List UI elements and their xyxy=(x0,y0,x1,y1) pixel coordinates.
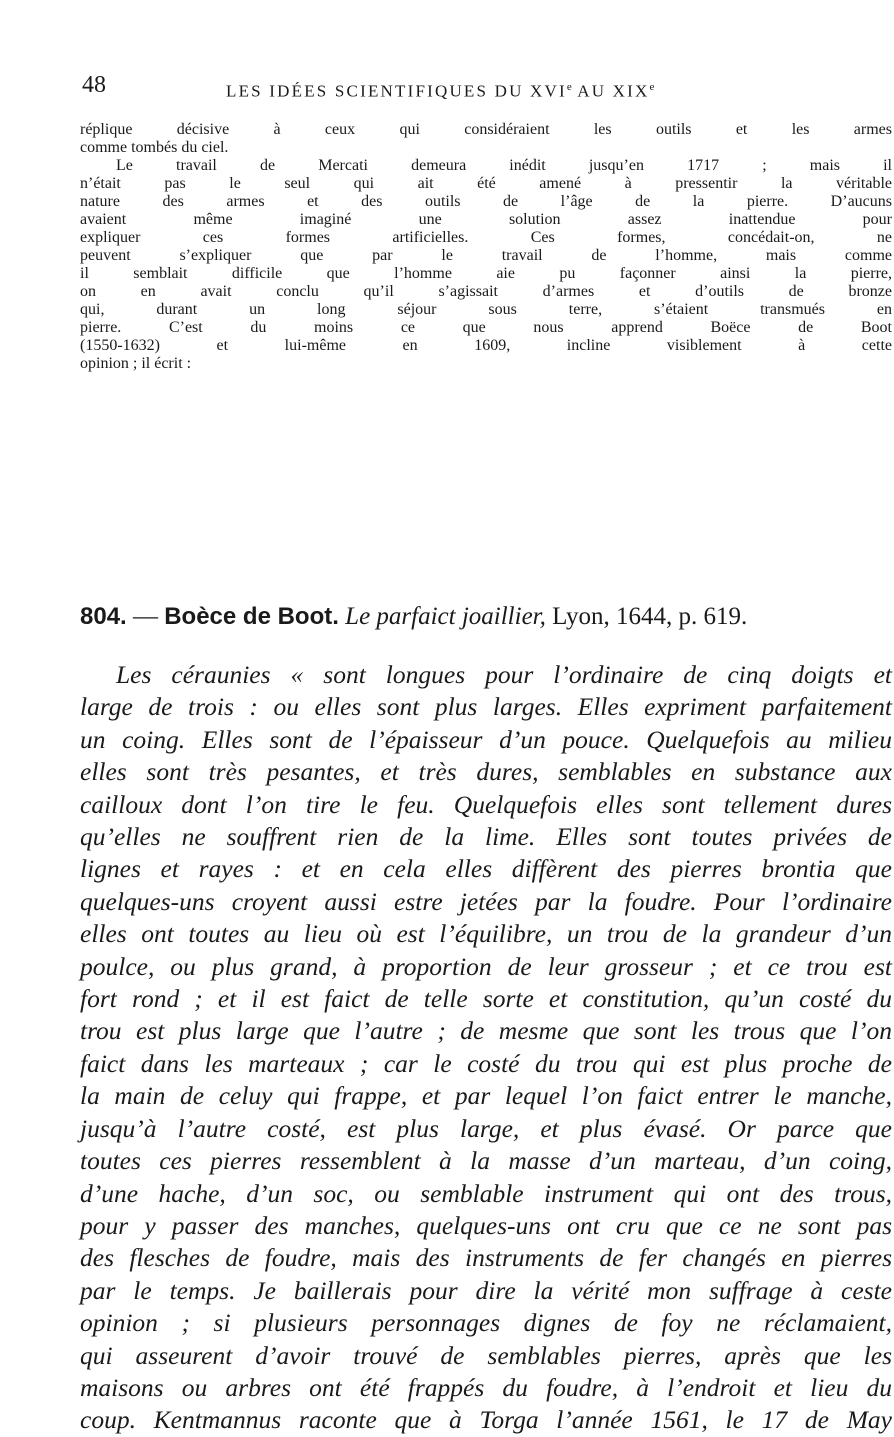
page-number: 48 xyxy=(82,72,106,98)
quote-line: poulce, ou plus grand, à proportion de leur grosseur ; et ce trou est xyxy=(80,951,892,981)
quote-line: qui asseurent d’avoir trouvé de semblables pierres, après que les xyxy=(80,1340,892,1370)
quote-line: opinion ; si plusieurs personnages dignes de foy ne réclamaient, xyxy=(80,1308,892,1338)
citation-author: Boèce de Boot. xyxy=(164,603,339,630)
quoted-passage xyxy=(80,659,892,1437)
text-line: peuvent s’expliquer que par le travail de l’homme, mais comme xyxy=(80,247,892,264)
quote-line: trou est plus large que l’autre ; de mesme que sont les trous que l’on xyxy=(80,1016,892,1046)
citation-dash: — xyxy=(132,603,158,630)
quote-line: qu’elles ne souffrent rien de la lime. Elles sont toutes privées de xyxy=(80,822,892,852)
quote-line: d’une hache, d’un soc, ou semblable instrument qui ont des trous, xyxy=(80,1178,892,1208)
text-line: Le travail de Mercati demeura inédit jusqu’en 1717 ; mais il xyxy=(116,157,892,174)
citation-title: Le parfaict joaillier, xyxy=(345,603,546,630)
text-line: comme tombés du ciel. xyxy=(80,139,229,156)
quote-line: Les céraunies « sont longues pour l’ordinaire de cinq doigts et xyxy=(116,660,892,689)
quote-line: pour y passer des manches, quelques-uns ont cru que ce ne sont pas xyxy=(80,1210,892,1240)
citation-place-date: Lyon, 1644, p. 619. xyxy=(552,603,748,630)
body-paragraphs xyxy=(80,121,892,373)
quote-line: la main de celuy qui frappe, et par lequel l’on faict entrer le manche, xyxy=(80,1081,892,1111)
quote-line: toutes ces pierres ressemblent à la masse d’un marteau, d’un coing, xyxy=(80,1146,892,1176)
quote-line: fort rond ; et il est faict de telle sorte et constitution, qu’un costé du xyxy=(80,984,892,1014)
quote-line: elles sont très pesantes, et très dures, semblables en substance aux xyxy=(80,757,892,787)
text-line: il semblait difficile que l’homme aie pu façonner ainsi la pierre, xyxy=(80,265,892,282)
quote-line: quelques-uns croyent aussi estre jetées par la foudre. Pour l’ordinaire xyxy=(80,886,892,916)
quote-line: jusqu’à l’autre costé, est plus large, et plus évasé. Or parce que xyxy=(80,1113,892,1143)
text-line: pierre. C’est du moins ce que nous apprend Boëce de Boot xyxy=(80,319,892,336)
quote-line: faict dans les marteaux ; car le costé du trou qui est plus proche de xyxy=(80,1048,892,1078)
quote-line: maisons ou arbres ont été frappés du foudre, à l’endroit et lieu du xyxy=(80,1372,892,1402)
quote-line: lignes et rayes : et en cela elles diffèrent des pierres brontia que xyxy=(80,854,892,884)
quote-line: coup. Kentmannus raconte que à Torga l’année 1561, le 17 de May xyxy=(80,1405,892,1435)
citation-number: 804. xyxy=(80,603,127,630)
text-line: nature des armes et des outils de l’âge de la pierre. D’aucuns xyxy=(80,193,892,210)
quote-line: par le temps. Je baillerais pour dire la vérité mon suffrage à ceste xyxy=(80,1275,892,1305)
quote-line: des flesches de foudre, mais des instruments de fer changés en pierres xyxy=(80,1243,892,1273)
text-line: expliquer ces formes artificielles. Ces formes, concédait-on, ne xyxy=(80,229,892,246)
text-line: réplique décisive à ceux qui considéraient les outils et les armes xyxy=(80,121,892,138)
text-line: (1550-1632) et lui-même en 1609, incline visiblement à cette xyxy=(80,337,892,354)
source-citation xyxy=(80,601,892,633)
quote-line: cailloux dont l’on tire le feu. Quelquefois elles sont tellement dures xyxy=(80,789,892,819)
text-line: qui, durant un long séjour sous terre, s’étaient transmués en xyxy=(80,301,892,318)
running-title: LES IDÉES SCIENTIFIQUES DU XVIe AU XIXe xyxy=(226,81,655,101)
text-line: opinion ; il écrit : xyxy=(80,355,192,372)
running-head xyxy=(82,70,758,104)
text-line: on en avait conclu qu’il s’agissait d’armes et d’outils de bronze xyxy=(80,283,892,300)
quote-line: large de trois : ou elles sont plus larges. Elles expriment parfaitement xyxy=(80,692,892,722)
text-line: n’était pas le seul qui ait été amené à pressentir la véritable xyxy=(80,175,892,192)
text-line: avaient même imaginé une solution assez inattendue pour xyxy=(80,211,892,228)
quote-line: un coing. Elles sont de l’épaisseur d’un pouce. Quelquefois au milieu xyxy=(80,724,892,754)
quote-line: elles ont toutes au lieu où est l’équilibre, un trou de la grandeur d’un xyxy=(80,919,892,949)
